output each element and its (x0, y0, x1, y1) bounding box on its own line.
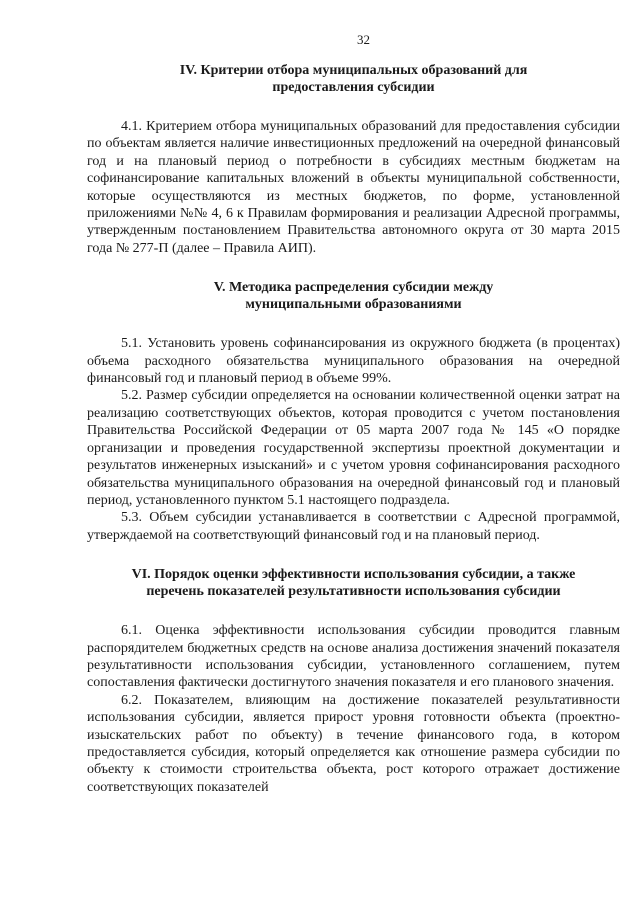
paragraph-4-1: 4.1. Критерием отбора муниципальных образований для предоставления субсидии по объектам является наличие инвестиционных предложений на очередной финансовый год и на плановый период о потребности в субсидиях местным бюджетам на софинансирование капитальных вложений в объекты муниципальной собственности, которые осуществляются из местных бюджетов, по форме, установленной приложениями №№ 4, 6 к Правилам формирования и реализации Адресной программы, утвержденным постановлением Правительства автономного округа от 30 марта 2015 года № 277-П (далее – Правила АИП). (87, 119, 620, 256)
paragraph-5-2: 5.2. Размер субсидии определяется на основании количественной оценки затрат на реализацию соответствующих объектов, которая проводится с учетом постановления Правительства Российской Федерации от 05 марта 2007 года № 145 «О порядке организации и проведения государственной экспертизы проектной документации и результатов инженерных изысканий» и с учетом уровня софинансирования расходного обязательства муниципального образования на очередной финансовый год и плановый период, установленного пунктом 5.1 настоящего подраздела. (87, 388, 620, 508)
heading-line: предоставления субсидии (272, 80, 435, 95)
page-number: 32 (357, 32, 370, 47)
section-body (87, 622, 620, 796)
paragraph-6-2: 6.2. Показателем, влияющим на достижение показателей результативности использования субсидии, является прирост уровня готовности объекта (проектно-изыскательских работ по объекту) в течение финансового года, в котором предоставляется субсидия, который определяется как отношение размера субсидии по объекту к стоимости строительства объекта, рост которого отражает достижение соответствующих показателей (87, 692, 620, 795)
section-v (87, 279, 620, 544)
heading-line: IV. Критерии отбора муниципальных образований для (179, 63, 528, 78)
heading-line: VI. Порядок оценки эффективности использования субсидии, а также (131, 567, 576, 583)
section-heading (87, 62, 620, 96)
section-vi (87, 566, 620, 796)
section-body (87, 118, 620, 257)
heading-line: V. Методика распределения субсидии между (213, 280, 494, 296)
section-heading (87, 566, 620, 600)
section-iv (87, 62, 620, 257)
paragraph-6-1: 6.1. Оценка эффективности использования субсидии проводится главным распорядителем бюджетных средств на основе анализа достижения значений показателя результативности использования субсидии, установленного соглашением, путем сопоставления фактически достигнутого значения показателя и его планового значения. (87, 623, 620, 691)
paragraph-5-3: 5.3. Объем субсидии устанавливается в соответствии с Адресной программой, утверждаемой на соответствующий финансовый год и на плановый период. (87, 510, 620, 543)
section-heading (87, 279, 620, 313)
paragraph-5-1: 5.1. Установить уровень софинансирования из окружного бюджета (в процентах) объема расходного обязательства муниципального образования на очередной финансовый год и плановый период в объеме 99%. (87, 336, 620, 387)
heading-line: муниципальными образованиями (245, 297, 462, 313)
heading-line: перечень показателей результативности использования субсидии (146, 584, 561, 600)
section-body (87, 335, 620, 544)
